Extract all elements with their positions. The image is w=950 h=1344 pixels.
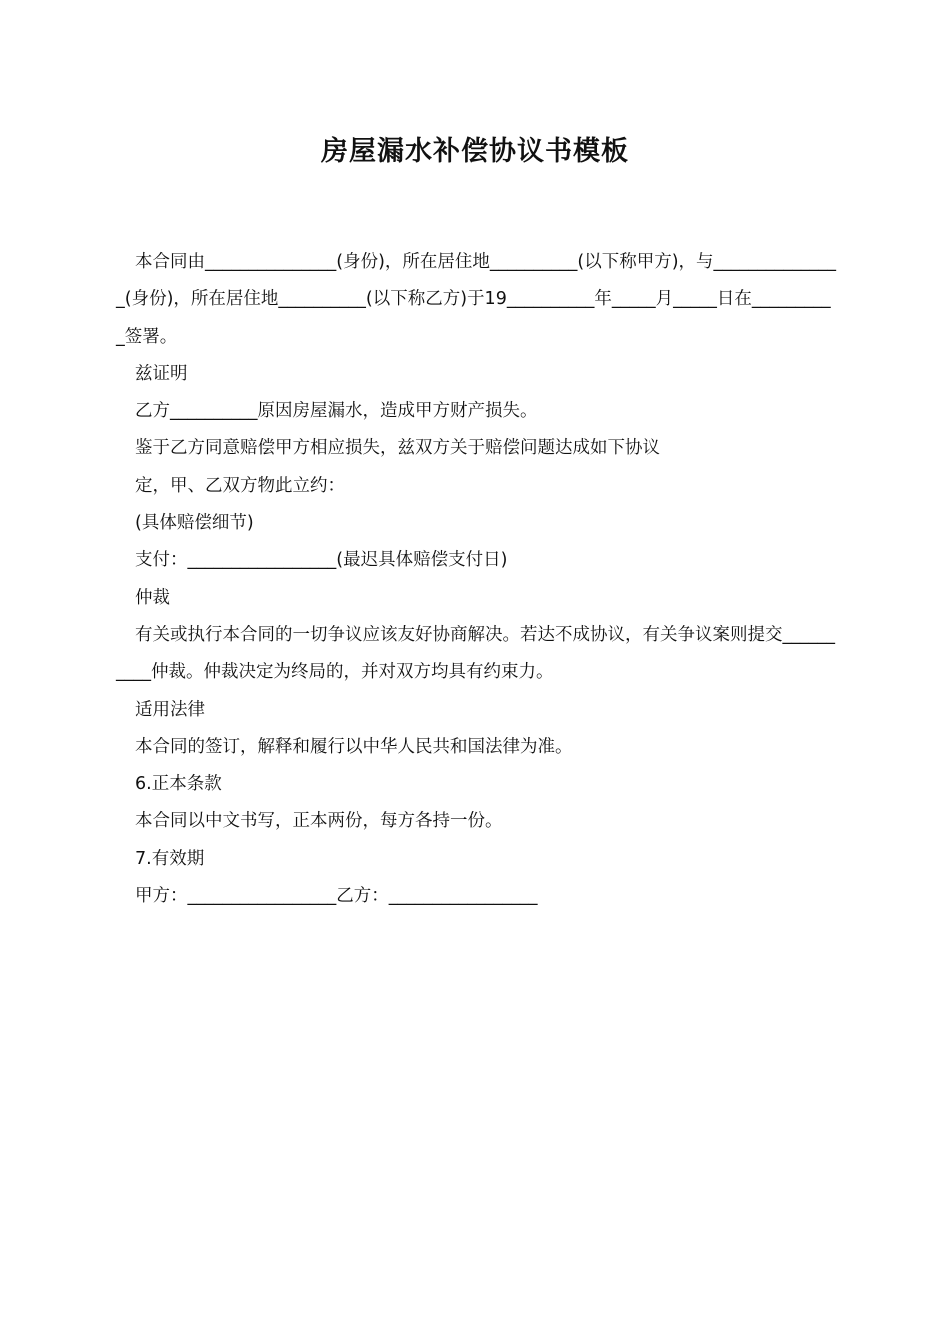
signature-line: 甲方：_________________乙方：_________________ [135,886,538,907]
paragraph-original-copies: 本合同以中文书写，正本两份，每方各持一份。 [135,811,503,832]
heading-arbitration: 仲裁 [135,587,170,608]
paragraph-payment: 支付：_________________(最迟具体赔偿支付日) [135,550,508,571]
document-title: 房屋漏水补偿协议书模板 [321,136,629,167]
paragraph-agreement-intro: 鉴于乙方同意赔偿甲方相应损失，兹双方关于赔偿问题达成如下协议 [135,438,660,459]
heading-validity: 7.有效期 [135,848,205,869]
heading-original-copies: 6.正本条款 [135,774,222,795]
paragraph-witness: 兹证明 [135,363,188,384]
document-body [116,244,838,915]
paragraph-agreement-continued: 定，甲、乙双方物此立约： [135,475,345,496]
paragraph-arbitration: 有关或执行本合同的一切争议应该友好协商解决。若达不成协议，有关争议案则提交__________仲裁。仲裁决定为终局的，并对双方均具有约束力。 [116,624,835,683]
paragraph-cause: 乙方__________原因房屋漏水，造成甲方财产损失。 [135,401,538,422]
paragraph-applicable-law: 本合同的签订，解释和履行以中华人民共和国法律为准。 [135,736,573,757]
heading-applicable-law: 适用法律 [135,699,205,720]
paragraph-parties: 本合同由_______________(身份)，所在居住地__________(以下称甲方)，与_______________(身份)，所在居住地__________(以下称乙方)于19__________年_____月_____日在__________签署。 [116,252,837,347]
paragraph-compensation-details: (具体赔偿细节) [135,513,254,534]
